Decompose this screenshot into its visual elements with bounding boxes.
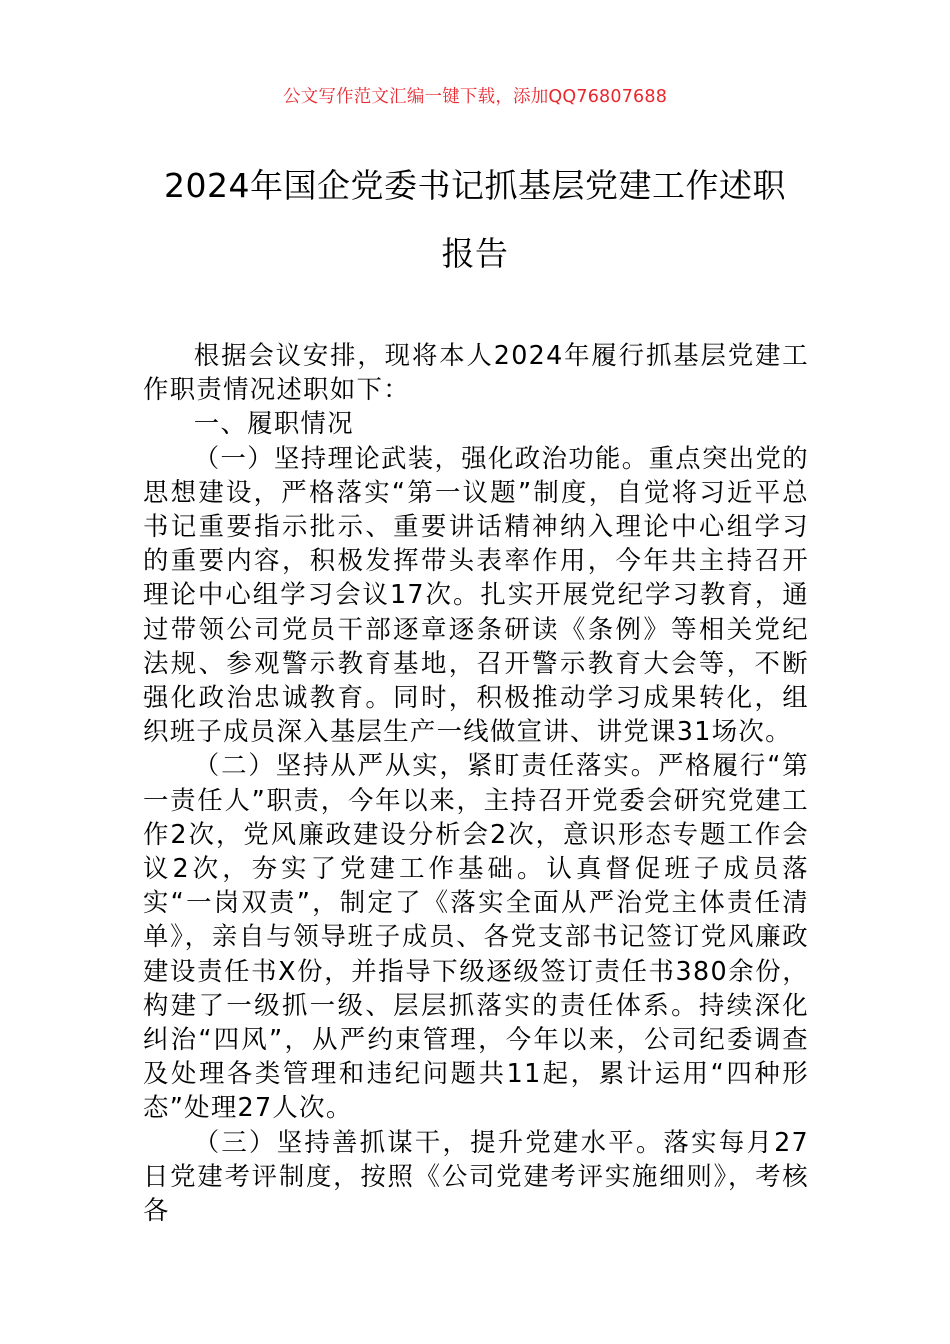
- document-title: [140, 152, 810, 288]
- document-body: [143, 338, 809, 1227]
- section-heading: 一、履职情况: [193, 408, 354, 439]
- paragraph-theory: （一）坚持理论武装，强化政治功能。重点突出党的思想建设，严格落实“第一议题”制度，自觉将习近平总书记重要指示批示、重要讲话精神纳入理论中心组学习的重要内容，积极发挥带头表率作用，今年共主持召开理论中心组学习会议17次。扎实开展党纪学习教育，通过带领公司党员干部逐章逐条研读《条例》等相关党纪法规、参观警示教育基地，召开警示教育大会等，不断强化政治忠诚教育。同时，积极推动学习成果转化，组织班子成员深入基层生产一线做宣讲、讲党课31场次。: [143, 442, 809, 747]
- paragraph-party-building: （三）坚持善抓谋干，提升党建水平。落实每月27日党建考评制度，按照《公司党建考评实施细则》，考核各: [143, 1126, 809, 1226]
- watermark-banner: 公文写作范文汇编一键下载，添加QQ76807688: [282, 87, 668, 107]
- title-line-2: 报告: [441, 234, 509, 273]
- paragraph-responsibility: （二）坚持从严从实，紧盯责任落实。严格履行“第一责任人”职责，今年以来，主持召开党委会研究党建工作2次，党风廉政建设分析会2次，意识形态专题工作会议2次，夯实了党建工作基础。认真督促班子成员落实“一岗双责”，制定了《落实全面从严治党主体责任清单》，亲自与领导班子成员、各党支部书记签订党风廉政建设责任书X份，并指导下级逐级签订责任书380余份，构建了一级抓一级、层层抓落实的责任体系。持续深化纠治“四风”，从严约束管理，今年以来，公司纪委调查及处理各类管理和违纪问题共11起，累计运用“四种形态”处理27人次。: [143, 750, 809, 1123]
- intro-paragraph: 根据会议安排，现将本人2024年履行抓基层党建工作职责情况述职如下：: [143, 340, 809, 405]
- title-line-1: 2024年国企党委书记抓基层党建工作述职: [164, 166, 786, 205]
